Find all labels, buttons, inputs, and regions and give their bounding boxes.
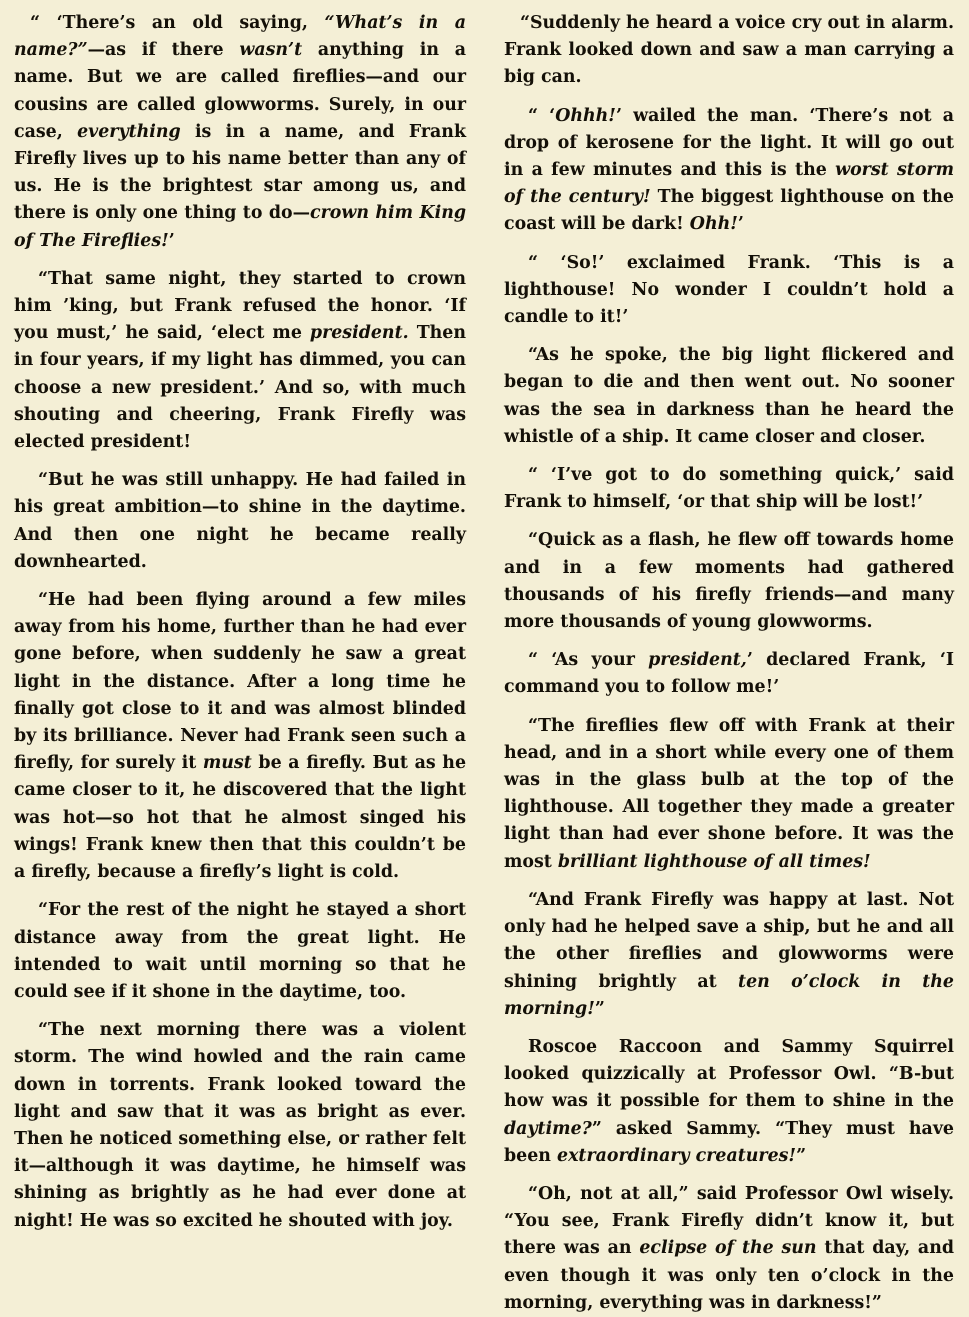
emphasis: Ohh! <box>689 214 738 235</box>
paragraph: “Suddenly he heard a voice cry out in alarm. Frank looked down and saw a man carrying a big can. <box>504 13 954 88</box>
text-run: Then in four years, if my light has dimmed, you can choose a new president.’ And so, with much shouting and cheering, Frank Firefly was elected president! <box>14 323 466 453</box>
paragraph <box>504 1181 954 1317</box>
text-run: ’ wailed the man. ‘There’s not a drop of kerosene for the light. It will go out in a few minutes and this is the <box>504 105 954 181</box>
text-run: “ ‘There’s an old saying, <box>30 13 325 33</box>
text-run: ” <box>796 1145 807 1166</box>
emphasis: extraordinary creatures! <box>557 1145 797 1166</box>
paragraph <box>504 713 954 876</box>
text-run: ’ declared Frank, ‘I command you to follow me!’ <box>504 650 955 698</box>
text-run: Roscoe Raccoon and Sammy Squirrel looked quizzically at Professor Owl. “B-but how was it possible for them to shine in the <box>504 1036 954 1112</box>
paragraph: “Quick as a flash, he flew off towards home and in a few moments had gathered thousands of his firefly friends—and many more thousands of young glowworms. <box>504 530 954 633</box>
emphasis: “What’s in a name?” <box>14 13 466 61</box>
emphasis: crown him King of The Fireflies! <box>14 203 466 251</box>
paragraph: “ ‘I’ve got to do something quick,’ said Frank to himself, ‘or that ship will be lost!’ <box>504 465 954 513</box>
emphasis: Ohhh! <box>555 105 616 126</box>
paragraph: “But he was still unhappy. He had failed in his great ambition—to shine in the daytime. And then one night he became really downhearted. <box>14 470 466 572</box>
text-run: —as if there <box>87 40 240 61</box>
paragraph <box>504 887 954 1023</box>
emphasis: wasn’t <box>239 40 303 61</box>
emphasis: president. <box>309 323 409 344</box>
paragraph <box>14 266 466 456</box>
paragraph <box>14 587 466 886</box>
paragraph: “As he spoke, the big light flickered and began to die and then went out. No sooner was the sea in darkness than he heard the whistle of a ship. It came closer and closer. <box>504 345 954 447</box>
text-run: “That same night, they started to crown him ’king, but Frank refused the honor. ‘If you must,’ he said, ‘elect me <box>14 268 466 344</box>
text-run: that day, and even though it was only ten o’clock in the morning, everything was in darkness!” <box>504 1238 955 1313</box>
paragraph: “The next morning there was a violent storm. The wind howled and the rain came down in torrents. Frank looked toward the light and saw that it was as bright as ever. Then he noticed something else, or rather felt it—although it was daytime, he himself was shining as brightly as he had ever done at night! He was so excited he shouted with joy. <box>14 1020 466 1231</box>
text-run: ” asked Sammy. “They must have been <box>504 1118 954 1166</box>
text-run: ” <box>594 998 605 1019</box>
text-run: “The fireflies flew off with Frank at their head, and in a short while every one of them was in the glass bulb at the top of the lighthouse. All together they made a greater light than had ever shone before. It was the most <box>504 715 954 872</box>
text-run: “He had been flying around a few miles away from his home, further than he had ever gone before, when suddenly he saw a great light in the distance. After a long time he finally got close to it and was almost blinded by its brilliance. Never had Frank seen such a firefly, for surely it <box>14 590 466 774</box>
text-run: “Oh, not at all,” said Professor Owl wisely. “You see, Frank Firefly didn’t know it, but there was an <box>504 1183 954 1259</box>
emphasis: ten o’clock in the morning! <box>504 971 954 1019</box>
paragraph <box>504 1034 954 1170</box>
text-run: is in a name, and Frank Firefly lives up to his name better than any of us. He is the brightest star among us, and there is only one thing to do— <box>14 121 466 224</box>
text-run: “ ‘As your <box>528 650 649 671</box>
text-run: “And Frank Firefly was happy at last. Not only had he helped save a ship, but he and all the other fireflies and glowworms were shining brightly at <box>504 889 954 992</box>
paragraph <box>504 103 954 239</box>
text-run: anything in a name. But we are called fireflies—and our cousins are called glowworms. Surely, in our case, <box>14 40 466 142</box>
paragraph: “For the rest of the night he stayed a short distance away from the great light. He intended to wait until morning so that he could see if it shone in the daytime, too. <box>14 900 466 1002</box>
emphasis: worst storm of the century! <box>504 160 954 208</box>
text-run: ’ <box>168 230 175 251</box>
text-run: ’ <box>737 214 744 235</box>
text-run: “ ‘ <box>528 105 556 126</box>
emphasis: eclipse of the sun <box>639 1238 817 1259</box>
left-column <box>14 10 466 1304</box>
emphasis: president, <box>648 650 747 671</box>
emphasis: must <box>202 753 252 774</box>
text-run: be a firefly. But as he came closer to it, he discovered that the light was hot—so hot that he almost singed his wings! Frank knew then that this couldn’t be a firefly, because a firefly’s light is cold. <box>14 753 467 883</box>
emphasis: everything <box>77 121 181 142</box>
emphasis: daytime? <box>504 1118 592 1139</box>
paragraph <box>14 10 466 255</box>
text-run: The biggest lighthouse on the coast will be dark! <box>504 187 954 235</box>
paragraph <box>504 647 954 701</box>
right-column <box>504 10 955 1313</box>
emphasis: brilliant lighthouse of all times! <box>557 851 871 872</box>
paragraph: “ ‘So!’ exclaimed Frank. ‘This is a lighthouse! No wonder I couldn’t hold a candle to it!’ <box>504 252 954 328</box>
